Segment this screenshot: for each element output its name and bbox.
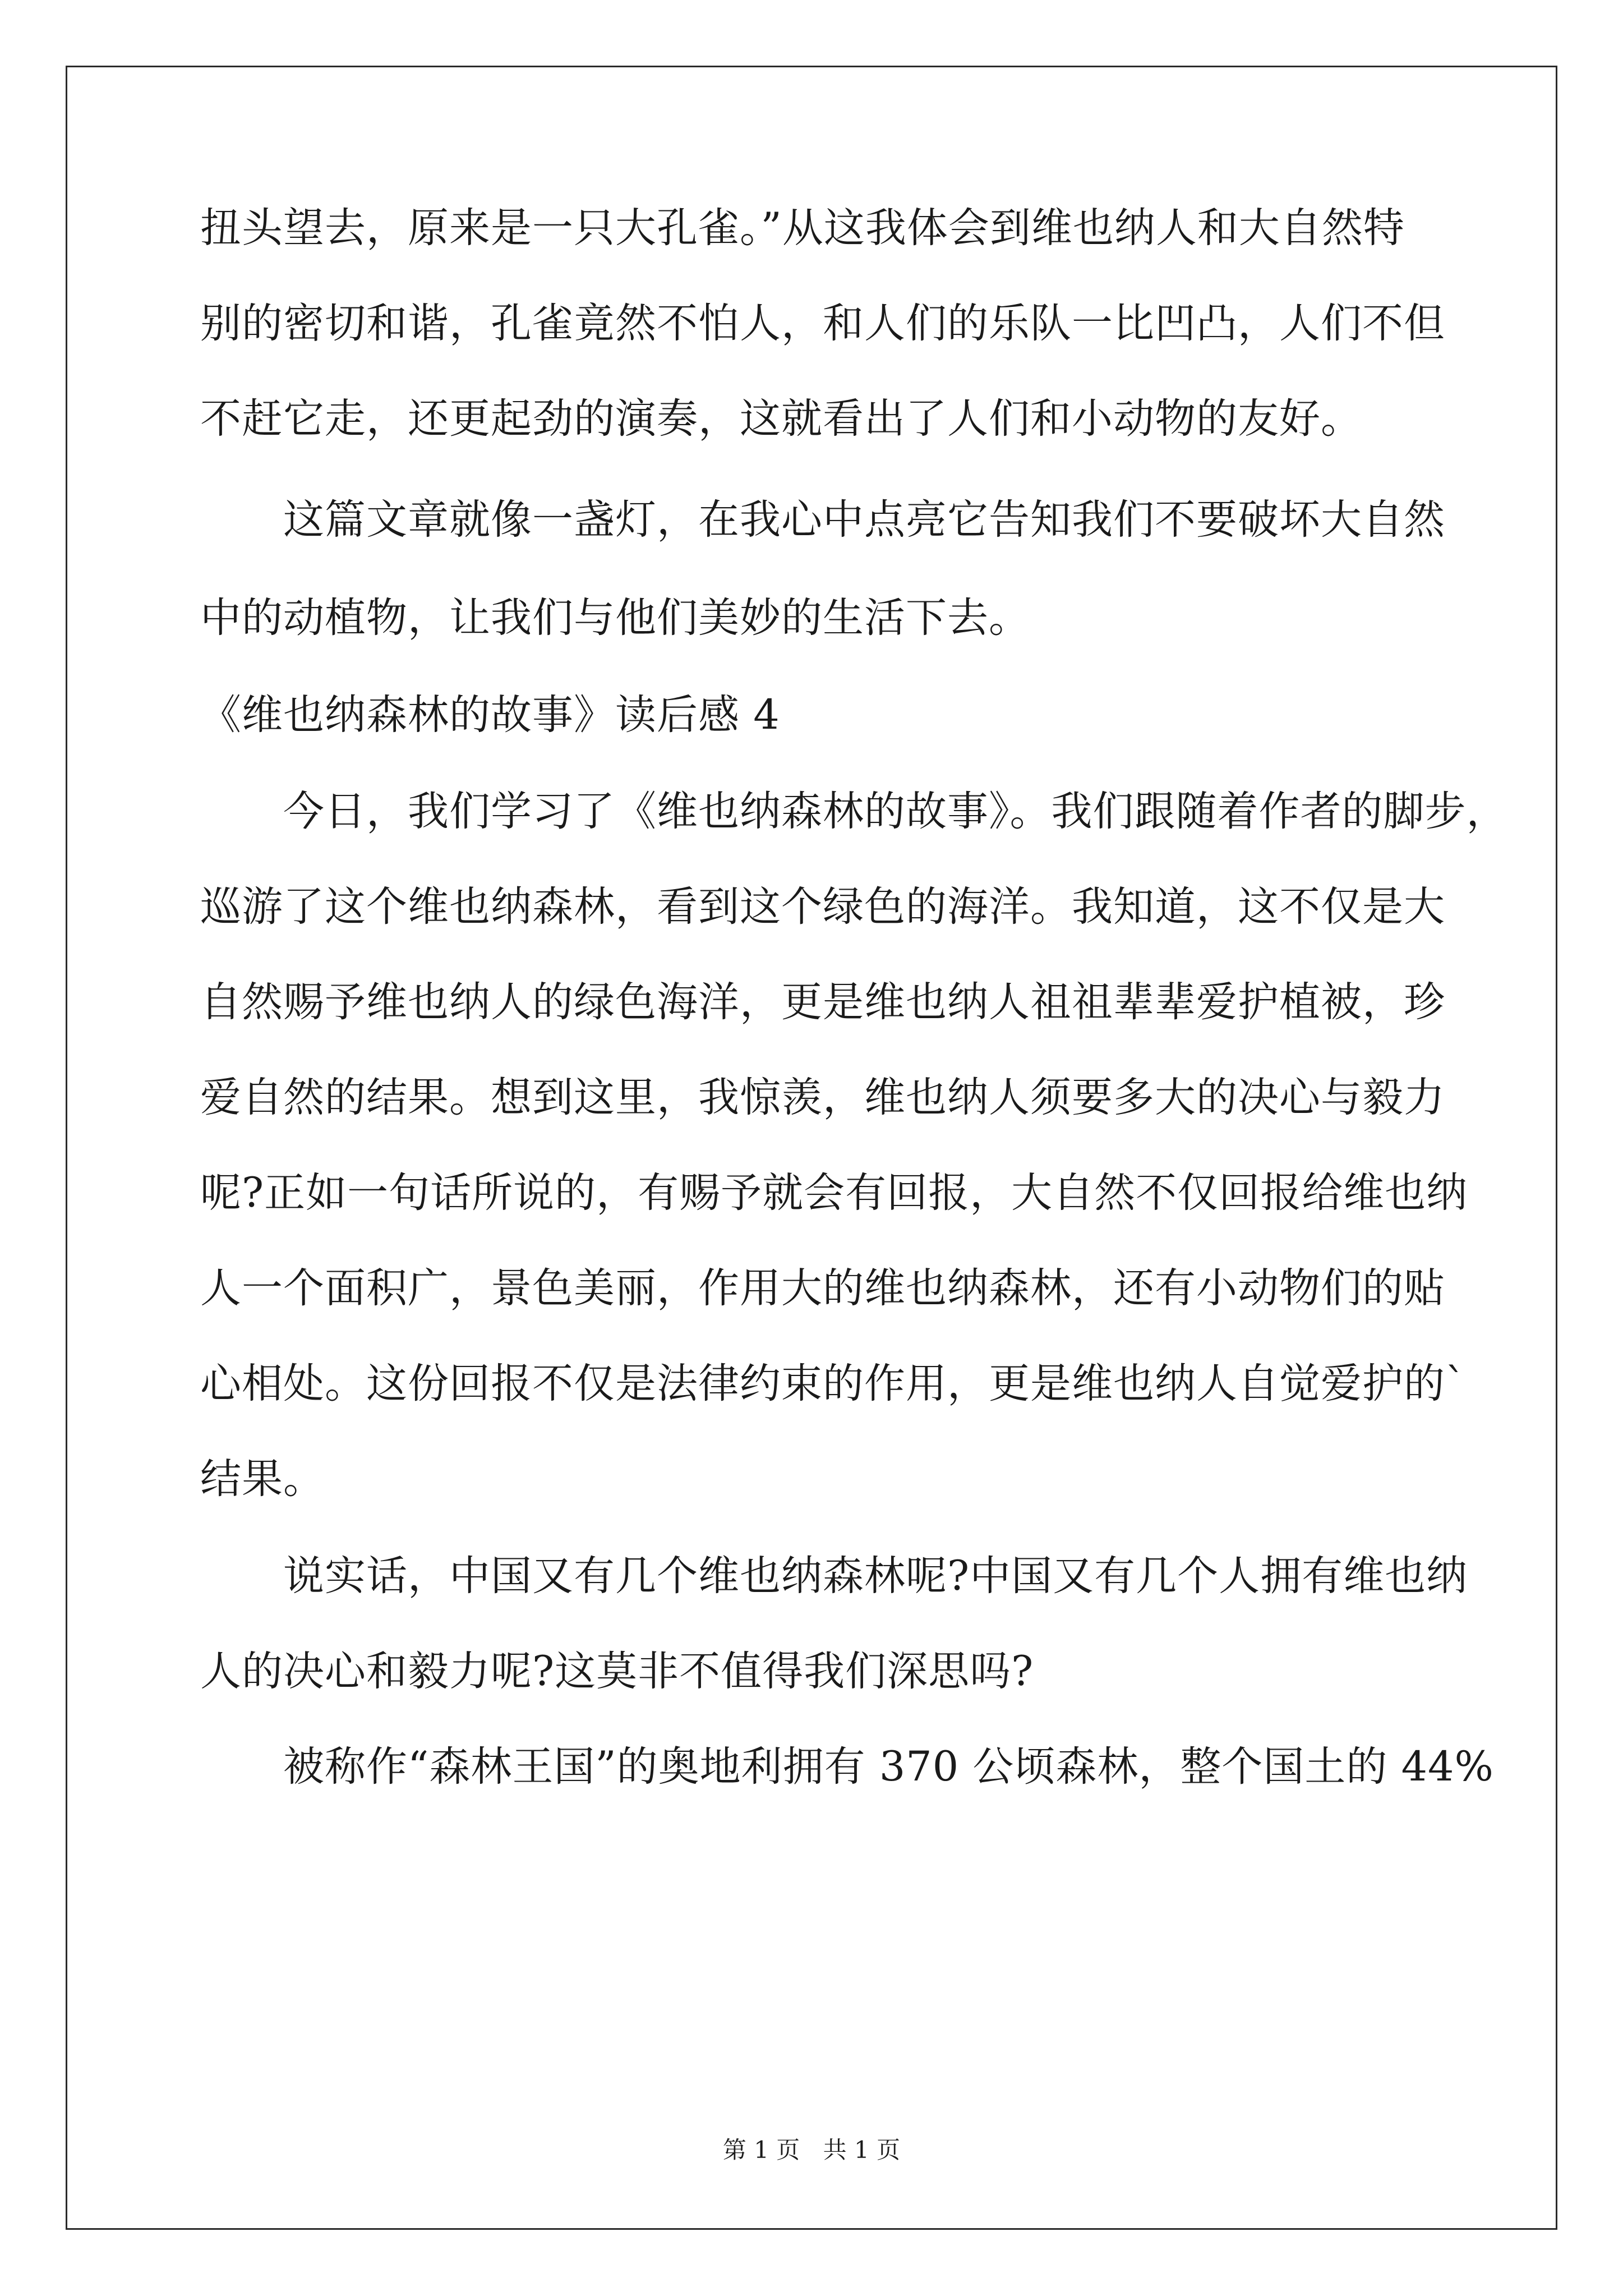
text-line: 这篇文章就像一盏灯，在我心中点亮它告知我们不要破坏大自然: [200, 496, 1445, 544]
text-line: 心相处。这份回报不仅是法律约束的作用，更是维也纳人自觉爱护的`: [200, 1360, 1467, 1407]
text-line: 结果。: [200, 1455, 325, 1503]
text-line: 巡游了这个维也纳森林，看到这个绿色的海洋。我知道，这不仅是大: [200, 883, 1445, 931]
page-number-current: 第 1 页: [722, 2136, 800, 2164]
page-footer: [0, 2132, 1623, 2165]
page-number-total: 共 1 页: [823, 2136, 901, 2164]
text-line: 说实话，中国又有几个维也纳森林呢?中国又有几个人拥有维也纳: [200, 1552, 1468, 1600]
text-line: 人一个面积广，景色美丽，作用大的维也纳森林，还有小动物们的贴: [200, 1264, 1445, 1312]
text-line: 今日，我们学习了《维也纳森林的故事》。我们跟随着作者的脚步，: [200, 788, 1508, 835]
text-line: 呢?正如一句话所说的，有赐予就会有回报，大自然不仅回报给维也纳: [200, 1169, 1468, 1217]
page-border: [66, 66, 1557, 2230]
text-line: 人的决心和毅力呢?这莫非不值得我们深思吗?: [200, 1648, 1034, 1695]
text-line: 被称作“森林王国”的奥地利拥有 370 公顷森林，整个国土的 44%: [200, 1743, 1494, 1791]
text-line: 别的密切和谐，孔雀竟然不怕人，和人们的乐队一比凹凸，人们不但: [200, 300, 1445, 347]
section-heading: 《维也纳森林的故事》读后感 4: [200, 691, 780, 739]
text-line: 自然赐予维也纳人的绿色海洋，更是维也纳人祖祖辈辈爱护植被，珍: [200, 978, 1445, 1026]
text-line: 中的动植物，让我们与他们美妙的生活下去。: [200, 594, 1030, 642]
text-line: 不赶它走，还更起劲的演奏，这就看出了人们和小动物的友好。: [200, 395, 1362, 443]
text-line: 扭头望去，原来是一只大孔雀。”从这我体会到维也纳人和大自然特: [200, 204, 1405, 252]
text-line: 爱自然的结果。想到这里，我惊羡，维也纳人须要多大的决心与毅力: [200, 1074, 1445, 1121]
